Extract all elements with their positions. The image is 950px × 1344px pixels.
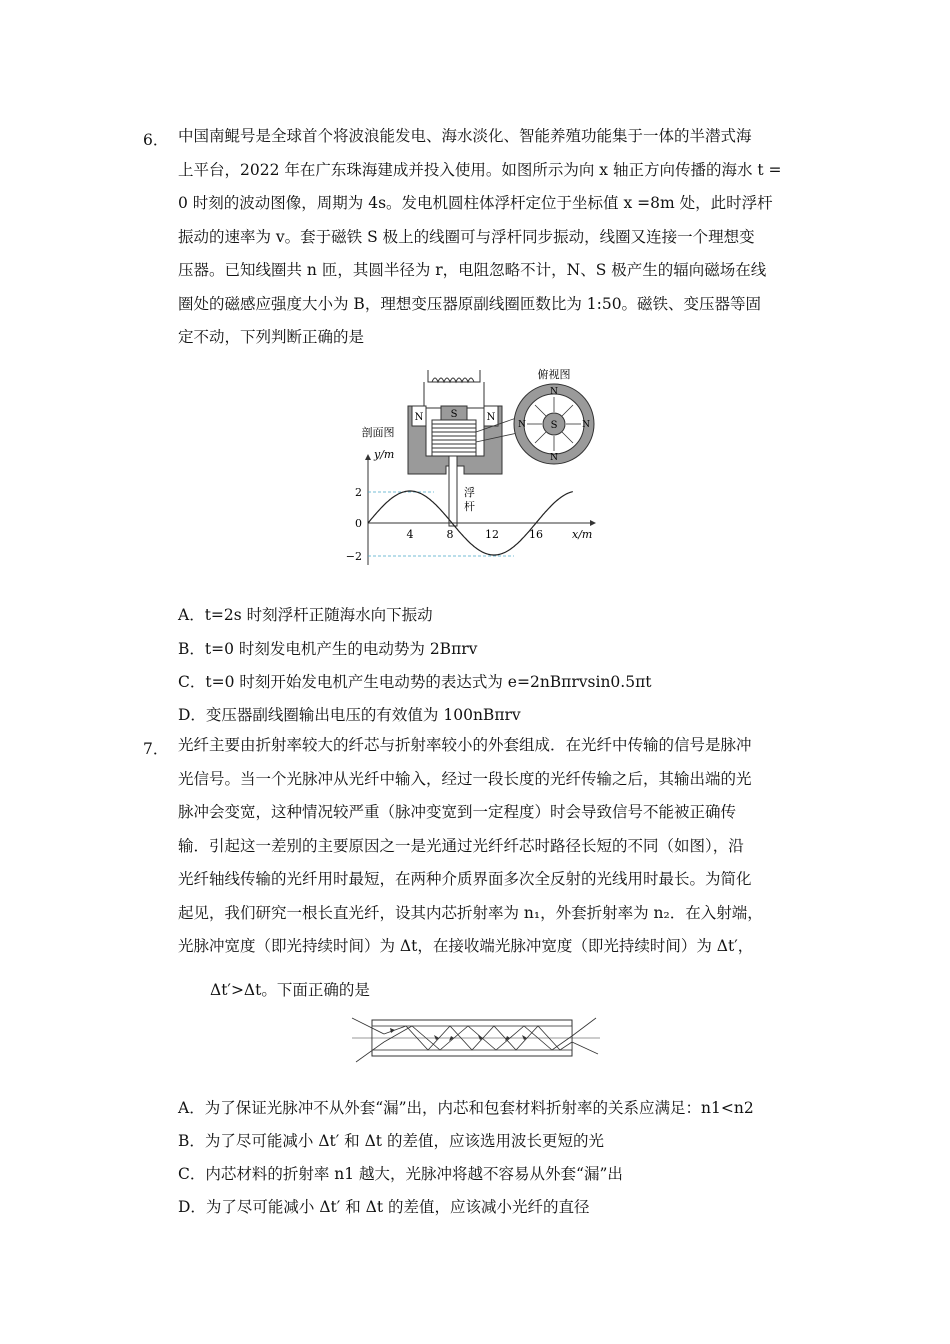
question-6-line: 中国南鲲号是全球首个将波浪能发电、海水淡化、智能养殖功能集于一体的半潜式海: [178, 127, 752, 145]
y-tick-minus2: −2: [345, 550, 362, 563]
x-tick-12: 12: [485, 528, 499, 541]
top-view-magnet: [514, 384, 594, 464]
float-rod: [449, 456, 457, 526]
transformer-coil: [432, 378, 474, 382]
question-7-option-b[interactable]: B．为了尽可能减小 Δt′ 和 Δt 的差值，应该选用波长更短的光: [178, 1132, 604, 1150]
question-7-option-a[interactable]: A．为了保证光脉冲不从外套“漏”出，内芯和包套材料折射率的关系应满足：n1<n2: [178, 1099, 754, 1117]
question-7-option-d[interactable]: D．为了尽可能减小 Δt′ 和 Δt 的差值，应该减小光纤的直径: [178, 1198, 590, 1216]
optical-fiber-figure: [350, 1008, 602, 1070]
question-7-line: 光信号。当一个光脉冲从光纤中输入，经过一段长度的光纤传输之后，其输出端的光: [178, 769, 752, 788]
y-axis-label: y/m: [374, 448, 395, 461]
top-view-n-bottom: N: [550, 453, 558, 463]
y-tick-2: 2: [355, 486, 362, 499]
question-7-line: 输．引起这一差别的主要原因之一是光通过光纤纤芯时路径长短的不同（如图），沿: [178, 836, 744, 855]
question-6-line: 定不动，下列判断正确的是: [178, 328, 365, 346]
question-7-number: 7．: [143, 740, 169, 758]
question-6-line: 上平台，2022 年在广东珠海建成并投入使用。如图所示为向 x 轴正方向传播的海水 t =: [178, 160, 782, 179]
question-7-option-c[interactable]: C．内芯材料的折射率 n1 越大，光脉冲将越不容易从外套“漏”出: [178, 1165, 623, 1183]
y-tick-0: 0: [355, 517, 362, 530]
question-7-line: 光纤主要由折射率较大的纤芯与折射率较小的外套组成．在光纤中传输的信号是脉冲: [178, 736, 752, 754]
magnet-s-label: S: [450, 409, 458, 420]
question-7-line: 脉冲会变宽，这种情况较严重（脉冲变宽到一定程度）时会导致信号不能被正确传: [178, 803, 737, 821]
exit-ray-top: [572, 1018, 596, 1036]
x-tick-16: 16: [529, 528, 543, 541]
question-6-line: 圈处的磁感应强度大小为 B，理想变压器原副线圈匝数比为 1:50。磁铁、变压器等固: [178, 294, 762, 313]
question-6-line: 0 时刻的波动图像，周期为 4s。发电机圆柱体浮杆定位于坐标值 x =8m 处，此时浮杆: [178, 194, 773, 212]
top-view-n-left: N: [518, 420, 526, 430]
float-label-1: 浮: [464, 486, 475, 499]
section-view-label: 剖面图: [361, 426, 395, 439]
top-view-n-right: N: [582, 420, 590, 430]
question-7-last-line: Δt′>Δt。下面正确的是: [210, 981, 370, 999]
transformer-frame: [428, 370, 480, 382]
question-7-stem: [178, 729, 803, 964]
exit-ray-bottom: [572, 1042, 598, 1054]
top-view-s: S: [550, 420, 558, 431]
question-6-number: 6．: [143, 131, 169, 149]
x-axis-label: x/m: [572, 528, 593, 541]
coil: [432, 420, 476, 456]
question-6-option-a[interactable]: A．t=2s 时刻浮杆正随海水向下振动: [178, 606, 433, 624]
magnet-n-label-right: N: [486, 412, 496, 423]
top-view-n-top: N: [550, 387, 558, 397]
question-6-line: 振动的速率为 v。套于磁铁 S 极上的线圈可与浮杆同步振动，线圈又连接一个理想变: [178, 227, 755, 246]
question-7-line: 起见，我们研究一根长直光纤，设其内芯折射率为 n₁，外套折射率为 n₂．在入射端，: [178, 903, 763, 922]
question-6-option-d[interactable]: D．变压器副线圈输出电压的有效值为 100nBπrv: [178, 706, 521, 724]
x-tick-4: 4: [406, 528, 414, 541]
question-7-line: 光纤轴线传输的光纤用时最短，在两种介质界面多次全反射的光线用时最长。为简化: [178, 870, 752, 888]
question-6-line: 压器。已知线圈共 n 匝，其圆半径为 r，电阻忽略不计，N、S 极产生的辐向磁场在线: [178, 261, 767, 279]
question-6-option-b[interactable]: B．t=0 时刻发电机产生的电动势为 2Bπrv: [178, 640, 478, 658]
question-6-stem: [178, 120, 803, 355]
x-tick-8: 8: [446, 528, 454, 541]
magnet-n-label-left: N: [414, 412, 424, 423]
question-7-line: 光脉冲宽度（即光持续时间）为 Δt，在接收端光脉冲宽度（即光持续时间）为 Δt′，: [178, 937, 754, 955]
question-6-option-c[interactable]: C．t=0 时刻开始发电机产生电动势的表达式为 e=2nBπrvsin0.5πt: [178, 673, 652, 691]
top-view-label: 俯视图: [537, 368, 571, 381]
generator-wave-figure: [345, 362, 610, 577]
float-label-2: 杆: [464, 500, 475, 513]
